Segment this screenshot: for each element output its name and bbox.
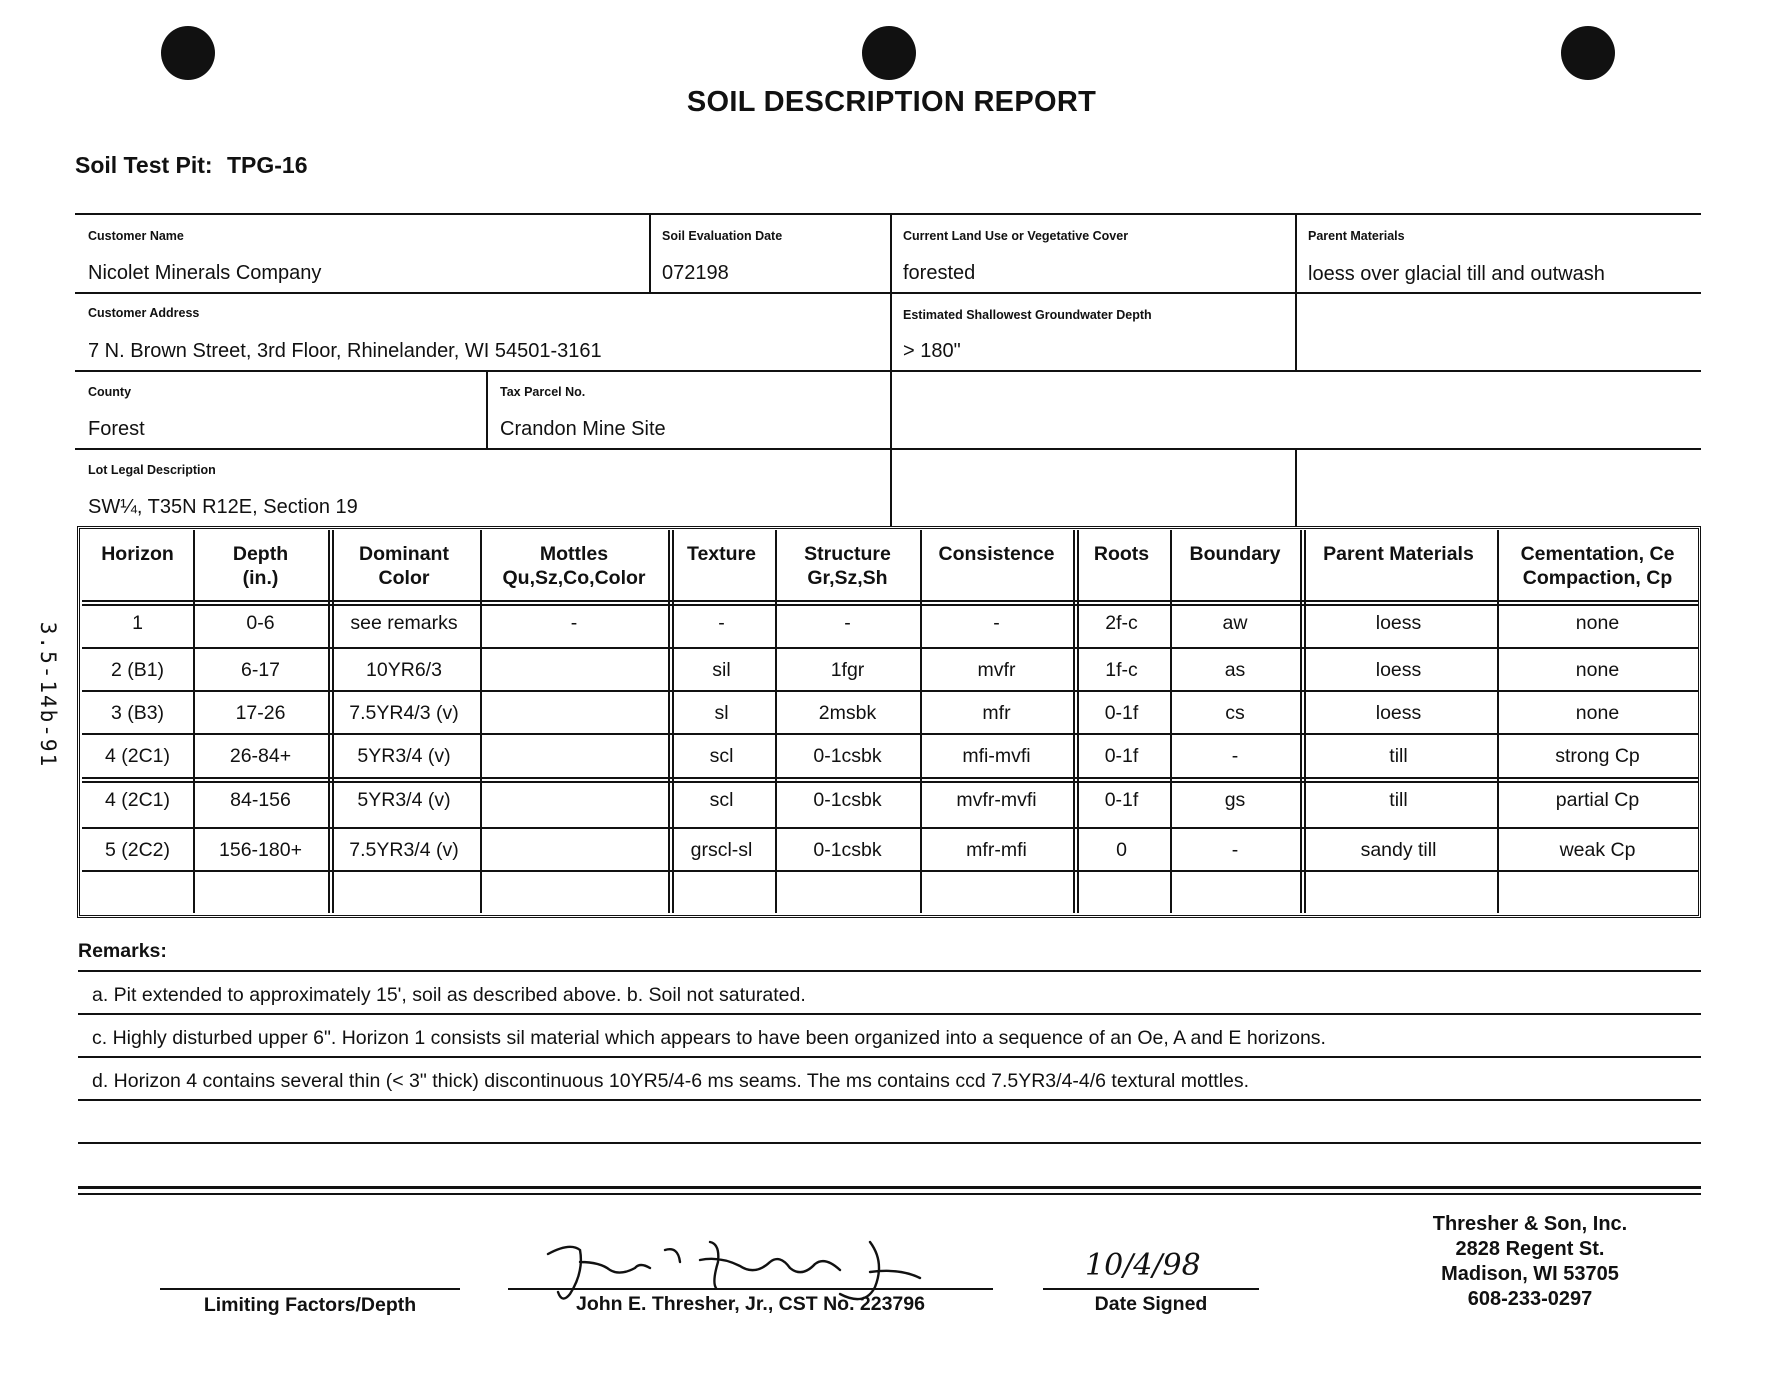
- table-cell: scl: [709, 789, 734, 811]
- customer-address-label: Customer Address: [88, 306, 200, 320]
- table-cell: loess: [1375, 702, 1422, 724]
- lot-legal-value: SW¼, T35N R12E, Section 19: [88, 496, 358, 518]
- table-cell: 0-1csbk: [813, 745, 882, 767]
- table-cell: 0-6: [246, 612, 275, 634]
- table-cell: as: [1224, 659, 1246, 681]
- table-cell: mfr: [982, 702, 1011, 724]
- report-title: SOIL DESCRIPTION REPORT: [686, 86, 1097, 118]
- table-cell: weak Cp: [1559, 839, 1636, 861]
- table-cell: -: [1231, 745, 1239, 767]
- table-cell: 5 (2C2): [104, 839, 171, 861]
- table-cell: 84-156: [230, 789, 291, 811]
- remark-line-c: c. Highly disturbed upper 6". Horizon 1 consists sil material which appears to have been organized into a sequence of an Oe, A and E horizons.: [92, 1027, 1326, 1049]
- table-cell: 0-1f: [1104, 702, 1139, 724]
- land-use-value: forested: [903, 262, 976, 284]
- table-rule: [82, 827, 1698, 829]
- table-rule: [82, 604, 1698, 606]
- table-cell: till: [1389, 789, 1408, 811]
- table-rule: [82, 777, 1698, 779]
- table-cell: 1fgr: [830, 659, 865, 681]
- table-cell: -: [993, 612, 1000, 634]
- table-cell: 0-1f: [1104, 745, 1139, 767]
- remark-line-d: d. Horizon 4 contains several thin (< 3" thick) discontinuous 10YR5/4-6 ms seams. The ms contains ccd 7.5YR3/4-4/6 textural mottles.: [92, 1070, 1250, 1092]
- pit-label: Soil Test Pit:: [75, 152, 213, 178]
- table-cell: 1: [132, 612, 143, 634]
- table-cell: none: [1575, 702, 1620, 724]
- company-name: Thresher & Son, Inc.: [1432, 1213, 1628, 1235]
- land-use-label: Current Land Use or Vegetative Cover: [903, 229, 1129, 243]
- table-cell: see remarks: [350, 612, 458, 634]
- limiting-line: [160, 1288, 460, 1290]
- table-cell: grscl-sl: [690, 839, 753, 861]
- table-cell: sandy till: [1360, 839, 1437, 861]
- table-cell: 4 (2C1): [104, 789, 171, 811]
- table-rule: [82, 870, 1698, 872]
- soil-test-pit: [75, 152, 308, 179]
- limiting-factors-label: Limiting Factors/Depth: [203, 1294, 417, 1316]
- table-cell: 2msbk: [818, 702, 877, 724]
- table-cell: none: [1575, 659, 1620, 681]
- eval-date-value: 072198: [662, 262, 729, 284]
- groundwater-value: > 180": [903, 340, 961, 362]
- table-cell: 0-1f: [1104, 789, 1139, 811]
- table-header-cell: Roots: [1093, 543, 1150, 565]
- table-cell: 2 (B1): [110, 659, 165, 681]
- table-header-cell: Parent Materials: [1323, 543, 1474, 565]
- table-rule: [82, 781, 1698, 783]
- table-cell: partial Cp: [1555, 789, 1640, 811]
- table-header-cell: Dominant Color: [359, 543, 449, 589]
- remarks-label: Remarks:: [78, 940, 167, 962]
- table-cell: 7.5YR4/3 (v): [349, 702, 459, 724]
- customer-address-value: 7 N. Brown Street, 3rd Floor, Rhinelander, WI 54501-3161: [88, 340, 602, 362]
- signer-label: John E. Thresher, Jr., CST No. 223796: [576, 1293, 925, 1315]
- table-cell: aw: [1222, 612, 1248, 634]
- table-cell: 0: [1116, 839, 1127, 861]
- table-header-cell: Consistence: [938, 543, 1055, 565]
- punch-hole-right: [1561, 26, 1615, 80]
- table-cell: sl: [714, 702, 729, 724]
- county-label: County: [88, 385, 132, 399]
- groundwater-label: Estimated Shallowest Groundwater Depth: [903, 308, 1152, 322]
- table-rule: [82, 733, 1698, 735]
- customer-name-label: Customer Name: [88, 229, 184, 243]
- table-header-cell: Structure Gr,Sz,Sh: [804, 543, 891, 589]
- eval-date-label: Soil Evaluation Date: [662, 229, 783, 243]
- table-cell: 17-26: [235, 702, 286, 724]
- date-handwritten: 10/4/98: [1085, 1248, 1201, 1283]
- side-code: 3.5-14b-91: [36, 621, 60, 769]
- table-cell: 10YR6/3: [366, 659, 442, 681]
- table-cell: -: [844, 612, 851, 634]
- table-cell: scl: [709, 745, 734, 767]
- table-rule: [82, 600, 1698, 602]
- table-header-cell: Depth (in.): [232, 543, 289, 589]
- company-phone: 608-233-0297: [1467, 1288, 1593, 1310]
- tax-parcel-label: Tax Parcel No.: [500, 385, 586, 399]
- company-street: 2828 Regent St.: [1455, 1238, 1605, 1260]
- parent-materials-label: Parent Materials: [1308, 229, 1405, 243]
- company-city: Madison, WI 53705: [1441, 1263, 1619, 1285]
- pit-value: TPG-16: [226, 152, 308, 178]
- table-header-cell: Mottles Qu,Sz,Co,Color: [502, 543, 646, 589]
- table-cell: 5YR3/4 (v): [357, 745, 451, 767]
- table-cell: -: [718, 612, 725, 634]
- lot-legal-label: Lot Legal Description: [88, 463, 216, 477]
- parent-materials-value: loess over glacial till and outwash: [1308, 263, 1605, 285]
- table-cell: 26-84+: [229, 745, 292, 767]
- table-cell: 3 (B3): [110, 702, 165, 724]
- table-cell: 0-1csbk: [813, 789, 882, 811]
- signature-mark: [540, 1232, 940, 1312]
- table-cell: strong Cp: [1555, 745, 1640, 767]
- table-cell: 1f-c: [1105, 659, 1138, 681]
- table-header-cell: Texture: [687, 543, 756, 565]
- table-header-cell: Boundary: [1189, 543, 1281, 565]
- company-block: [1380, 1212, 1680, 1312]
- table-cell: -: [1231, 839, 1239, 861]
- table-cell: 7.5YR3/4 (v): [349, 839, 459, 861]
- punch-hole-left: [161, 26, 215, 80]
- table-cell: loess: [1375, 659, 1422, 681]
- table-header-cell: Horizon: [101, 543, 174, 565]
- table-cell: loess: [1375, 612, 1422, 634]
- table-cell: sil: [712, 659, 731, 681]
- table-cell: -: [570, 612, 578, 634]
- table-cell: till: [1389, 745, 1408, 767]
- table-cell: mvfr-mvfi: [956, 789, 1037, 811]
- customer-name-value: Nicolet Minerals Company: [88, 262, 322, 284]
- table-cell: mfr-mfi: [966, 839, 1027, 861]
- table-rule: [82, 647, 1698, 649]
- table-cell: 0-1csbk: [813, 839, 882, 861]
- table-rule: [82, 690, 1698, 692]
- table-cell: none: [1575, 612, 1620, 634]
- date-signed-label: Date Signed: [1094, 1293, 1208, 1315]
- table-cell: cs: [1225, 702, 1245, 724]
- table-cell: gs: [1224, 789, 1246, 811]
- table-cell: 6-17: [240, 659, 281, 681]
- table-cell: mfi-mvfi: [962, 745, 1031, 767]
- table-cell: mvfr: [977, 659, 1016, 681]
- punch-hole-center: [862, 26, 916, 80]
- tax-parcel-value: Crandon Mine Site: [500, 418, 666, 440]
- county-value: Forest: [88, 418, 145, 440]
- table-header-cell: Cementation, Ce Compaction, Cp: [1520, 543, 1675, 589]
- table-cell: 156-180+: [219, 839, 302, 861]
- table-cell: 2f-c: [1105, 612, 1138, 634]
- table-cell: 5YR3/4 (v): [357, 789, 451, 811]
- table-cell: 4 (2C1): [104, 745, 171, 767]
- remark-line-a: a. Pit extended to approximately 15', soil as described above. b. Soil not saturated.: [92, 984, 806, 1006]
- date-line: [1043, 1288, 1259, 1290]
